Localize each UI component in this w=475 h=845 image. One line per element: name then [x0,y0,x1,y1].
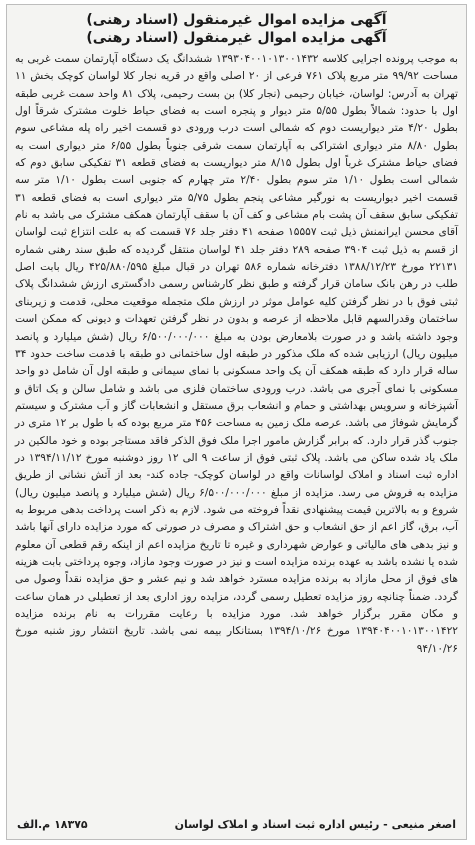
notice-titles [7,5,466,47]
notice-footer [7,818,466,831]
notice-page [6,4,467,840]
notice-title-2: آگهی مزایده اموال غیرمنقول (اسناد رهنی) [86,30,387,46]
notice-title-1: آگهی مزایده اموال غیرمنقول (اسناد رهنی) [86,12,387,28]
notice-code: ۱۸۳۷۵ م.الف [17,818,88,831]
signature: اصغر منیعی - رئیس اداره ثبت اسناد و املاک لواسان [174,818,456,831]
notice-body: به موجب پرونده اجرایی کلاسه ۱۳۹۳۰۴۰۰۱۰۱۳۰۰۱۴۳۲ ششدانگ یک دستگاه آپارتمان سمت غربی به مساحت ۹۹/۹۲ متر مربع پلاک ۷۶۱ فرعی از ۲۰ اصلی واقع در قریه نجار کلا لواسان کوچک بخش ۱۱ تهران به آدرس: لواسان، خیابان رحیمی (نجار کلا) بن بست رحیمی، پلاک ۸۱ واحد سمت غربی طبقه اول با حدود: شمالاً بطول ۵/۵۵ متر دیوار و پنجره است به فضای حیاط خلوت مشترک شرقاً اول بطول ۴/۲۰ متر دیواریست دوم که شمالی است درب ورودی دو قسمت اخیر راه پله مشاعی سوم بطول ۸/۸۰ متر دیواری اشتراکی به آپارتمان سمت شرقی جنوباً بطول ۶/۵۵ متر دیواری است به فضای حیاط مشترک غرباً اول بطول ۸/۱۵ متر دیواریست به فضای قطعه ۳۱ تفکیکی سابق دوم که شمالی است بطول ۱/۱۰ متر سوم بطول ۲/۴۰ متر چهارم که جنوبی است بطول ۱/۱۰ متر سه قسمت اخیر دیواریست به نورگیر مشاعی پنجم بطول ۵/۷۵ متر دیواری است به فضای قطعه ۳۱ تفکیکی سابق سقف آن پشت بام مشاعی و کف آن با سقف آپارتمان همکف مشترک می باشد به نام آقای محسن ایرانمنش ذیل ثبت ۱۵۵۵۷ صفحه ۴۱ دفتر جلد ۷۶ قسمت که به علت انتزاع ثبت لواسان از قسم به ذیل ثبت ۳۹۰۴ صفحه ۲۸۹ دفتر جلد ۴۱ لواسان منتقل گردیده که طبق سند رهنی شماره ۲۲۱۳۱ مورخ ۱۳۸۸/۱۲/۲۳ دفترخانه شماره ۵۸۶ تهران در قبال مبلغ ۴۲۵/۸۸۰/۵۹۵ ریال بابت اصل طلب در رهن بانک سامان قرار گرفته و طبق نظر کارشناس رسمی دادگستری ارزش ششدانگ پلاک ثبتی فوق با در نظر گرفتن کلیه عوامل موثر در ارزش ملک متجمله موقعیت محلی، قدمت و زیربنای ساختمان وقدرالسهم قابل ملاحظه از عرصه و بدون در نظر گرفتن تعهدات و دیونی که ممکن است وجود داشته باشد و در صورت بلامعارض بودن به مبلغ ۶/۵۰۰/۰۰۰/۰۰۰ ریال (شش میلیارد و پانصد میلیون ریال) ارزیابی شده که ملک مذکور در طبقه اول ساختمانی دو طبقه با قدمت ساخت حدود ۳۴ ساله قرار دارد که طبقه همکف آن یک واحد مسکونی با نمای سیمانی و طبقه اول آن شامل دو واحد مسکونی با نمای آجری می باشد. درب ورودی ساختمان فلزی می باشد و شامل سالن و یک اتاق و آشپزخانه و سرویس بهداشتی و حمام و انشعاب برق مستقل و انشعابات گاز و آب مشترک و سیستم گرمایش شوفاژ می باشد. عرصه ملک زمین به مساحت ۴۵۶ متر مربع بوده که با طول بر ۱۲ متری در جنوب گذر قرار دارد. که برابر گزارش مامور اجرا ملک فوق الذکر فاقد مستاجر بوده و خود مالکین در ملک یاد شده ساکن می باشد. پلاک ثبتی فوق از ساعت ۹ الی ۱۲ روز دوشنبه مورخ ۱۳۹۴/۱۱/۱۲ در اداره ثبت اسناد و املاک لواسانات واقع در لواسان کوچک- جاده کند- بعد از آتش نشانی از طریق مزایده به فروش می رسد. مزایده از مبلغ ۶/۵۰۰/۰۰۰/۰۰۰ ریال (شش میلیارد و پانصد میلیون ریال) شروع و به بالاترین قیمت پیشنهادی نقداً فروخته می شود. لازم به ذکر است پرداخت بدهی مربوط به آب، برق، گاز اعم از حق انشعاب و حق اشتراک و مصرف در صورتی که مورد مزایده دارای آنها باشد و نیز بدهی های مالیاتی و عوارض شهرداری و غیره تا تاریخ مزایده اعم از اینکه رقم قطعی آن معلوم شده یا نشده باشد به عهده برنده مزایده است و نیز در صورت وجود مازاد، وجوه پرداختی بابت هزینه های فوق از محل مازاد به برنده مزایده مسترد خواهد شد و نیم عشر و حق مزایده نقداً وصول می گردد. ضمناً چنانچه روز مزایده تعطیل رسمی گردد، مزایده روز اداری بعد از تعطیلی در همان ساعت و مکان مقرر برگزار خواهد شد. مورد مزایده با رعایت مقررات به نام برنده مزایده ۱۳۹۴۰۴۰۰۱۰۱۳۰۰۱۴۲۲ مورخ ۱۳۹۴/۱۰/۲۶ بستانکار بیمه نمی باشد. تاریخ انتشار روز شنبه مورخ ۹۴/۱۰/۲۶ [15,53,459,655]
